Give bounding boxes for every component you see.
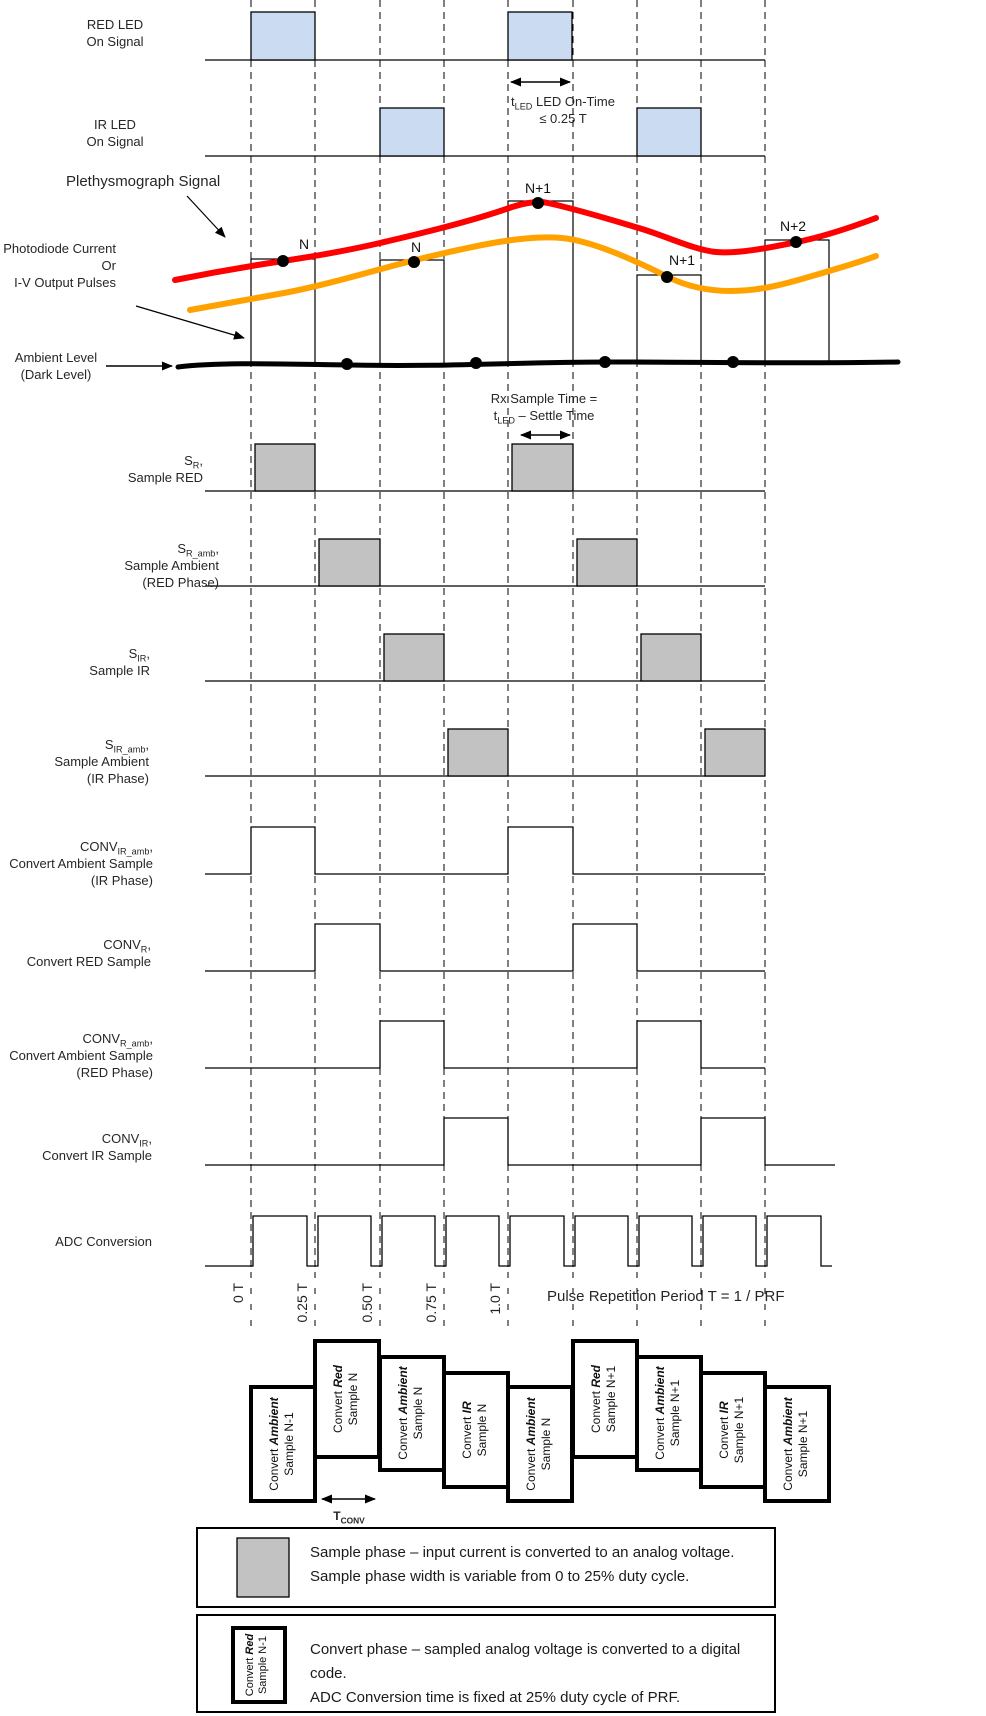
plethysmograph-label: Plethysmograph Signal (66, 173, 221, 190)
marker-n-ir: N (410, 239, 422, 255)
tick-0t: 0 T (230, 1283, 246, 1303)
conv-ir-label: $CONV_{IR}$, Convert IR Sample (42, 1131, 152, 1163)
red-led-pulse (508, 12, 572, 60)
sample-red-label: $S_R$, Sample RED (127, 453, 203, 485)
adc-conversion-waveform (205, 1216, 832, 1266)
red-led-label: RED LED On Signal (86, 17, 144, 49)
convert-box-label-6: Convert Red Sample N+1 (589, 1364, 618, 1434)
legend-convert-text: Convert phase – sampled analog voltage is converted to a digital code. ADC Conversion time is fixed at 25% duty cycle of PRF. (310, 1641, 741, 1706)
sample-ir-label: $S_{IR}$, Sample IR (89, 646, 150, 678)
convert-box-label-4: Convert IR Sample N (460, 1401, 489, 1459)
legend-sample-swatch (237, 1538, 289, 1597)
tconv-label: $T_{CONV}$ (333, 1509, 365, 1526)
rx-sample-time-label: Rx Sample Time = $t_{LED}$ – Settle Time (490, 391, 598, 426)
tled-on-time-label: $t_{LED}$ LED On-Time ≤ 0.25 T (511, 94, 615, 126)
sample-red-row (205, 444, 765, 491)
conv-red-amb-waveform (205, 1021, 765, 1068)
ambient-level-curve (178, 362, 898, 367)
ambient-level-label: Ambient Level (Dark Level) (14, 350, 98, 382)
pulse-repetition-period-label: Pulse Repetition Period T = 1 / PRF (547, 1288, 785, 1305)
tick-025t: 0.25 T (294, 1283, 310, 1323)
red-led-pulse (251, 12, 315, 60)
convert-box-label-1: Convert Ambient Sample N-1 (267, 1397, 296, 1491)
sample-ambient-red-label: $S_{R\_amb}$, Sample Ambient (RED Phase) (124, 541, 219, 590)
conv-red-waveform (205, 924, 765, 971)
tick-050t: 0.50 T (359, 1283, 375, 1323)
pleth-leader-arrow (187, 196, 225, 237)
convert-box-label-9: Convert Ambient Sample N+1 (781, 1397, 810, 1491)
ir-led-pulse (380, 108, 444, 156)
sample-ir-row (205, 634, 765, 681)
tick-075t: 0.75 T (423, 1283, 439, 1323)
convert-box-label-8: Convert IR Sample N+1 (717, 1396, 746, 1464)
sample-ambient-ir-label: $S_{IR\_amb}$, Sample Ambient (IR Phase) (54, 737, 149, 786)
conv-red-amb-label: $CONV_{R\_amb}$, Convert Ambient Sample (RED Phase) (9, 1031, 153, 1080)
convert-box-label-3: Convert Ambient Sample N (396, 1366, 425, 1460)
red-led-row (205, 12, 765, 60)
marker-n2-red: N+2 (779, 218, 807, 234)
marker-n-red: N (298, 236, 310, 252)
legend-convert-swatch-label: Convert Red Sample N-1 (244, 1633, 269, 1697)
conv-ir-waveform (205, 1118, 835, 1165)
convert-box-label-7: Convert Ambient Sample N+1 (653, 1366, 682, 1460)
marker-n1-ir: N+1 (668, 252, 696, 268)
conv-red-label: $CONV_R$, Convert RED Sample (26, 937, 151, 969)
sample-ambient-red-row (205, 539, 765, 586)
convert-box-label-2: Convert Red Sample N (331, 1364, 360, 1434)
legend-sample-text: Sample phase – input current is converted to an analog voltage. Sample phase width is variable from 0 to 25% duty cycle. (310, 1544, 735, 1585)
tick-10t: 1.0 T (487, 1283, 503, 1315)
sample-ambient-ir-row (205, 729, 765, 776)
ir-led-label: IR LED On Signal (86, 117, 144, 149)
photodiode-label: Photodiode Current Or I-V Output Pulses (3, 241, 116, 290)
conv-ir-amb-waveform (205, 827, 765, 874)
conv-ir-amb-label: $CONV_{IR\_amb}$, Convert Ambient Sample (IR Phase) (9, 839, 153, 888)
sample-dots (277, 197, 802, 370)
convert-box-label-5: Convert Ambient Sample N (524, 1397, 553, 1491)
marker-n1-red: N+1 (524, 180, 552, 196)
adc-conversion-label: ADC Conversion (55, 1234, 152, 1249)
